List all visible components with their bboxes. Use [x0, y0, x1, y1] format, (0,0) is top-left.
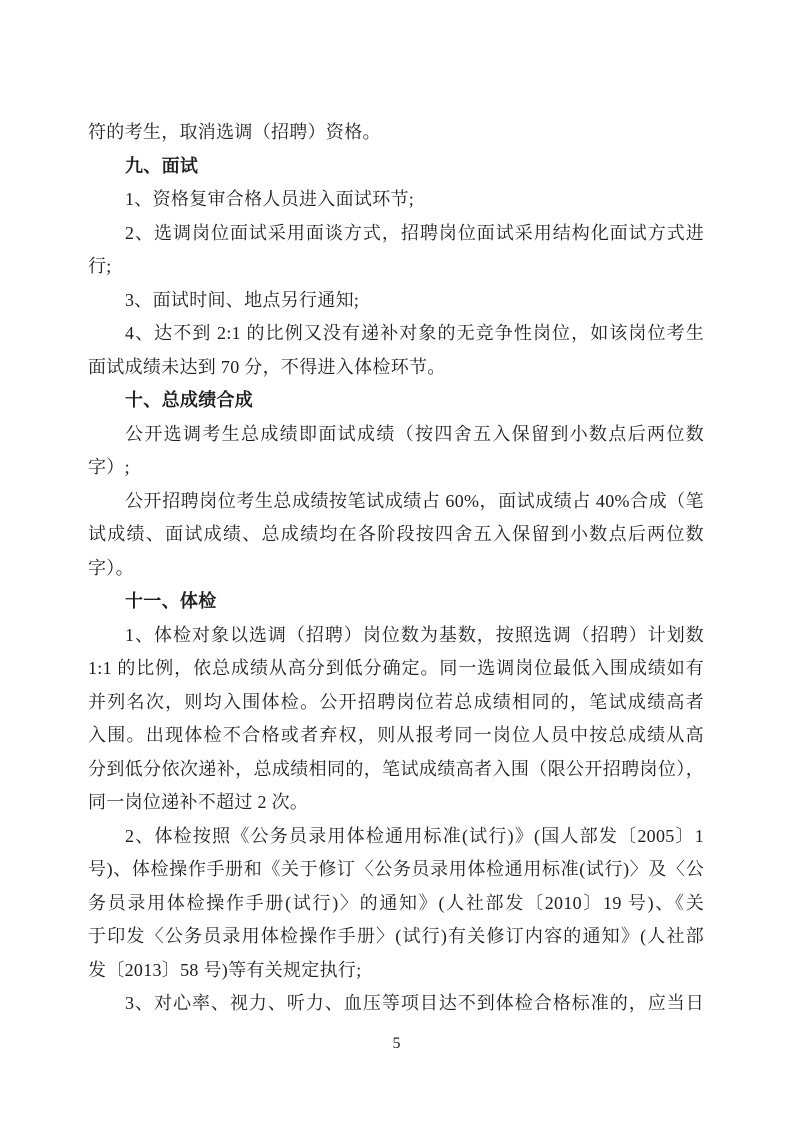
text-line: 并列名次，则均入围体检。公开招聘岗位若总成绩相同的，笔试成绩高者	[88, 691, 704, 712]
text-line: 公开选调考生总成绩即面试成绩（按四舍五入保留到小数点后两位数	[125, 423, 704, 444]
text-line: 面试成绩未达到 70 分，不得进入体检环节。	[88, 356, 446, 377]
text-line: 3、对心率、视力、听力、血压等项目达不到体检合格标准的，应当日	[125, 993, 704, 1013]
text-line: 符的考生，取消选调（招聘）资格。	[88, 122, 381, 142]
text-line: 分到低分依次递补，总成绩相同的，笔试成绩高者入围（限公开招聘岗位），	[88, 758, 704, 779]
text-line: 2、选调岗位面试采用面谈方式，招聘岗位面试采用结构化面试方式进	[125, 222, 704, 243]
text-line: 1:1 的比例，依总成绩从高分到低分确定。同一选调岗位最低入围成绩如有	[88, 658, 704, 678]
text-line: 4、达不到 2:1 的比例又没有递补对象的无竞争性岗位，如该岗位考生	[125, 323, 704, 343]
text-line: 公开招聘岗位考生总成绩按笔试成绩占 60%，面试成绩占 40%合成（笔	[125, 490, 704, 511]
section-heading: 九、面试	[125, 155, 199, 176]
text-line: 于印发〈公务员录用体检操作手册〉(试行)有关修订内容的通知》(人社部	[88, 926, 704, 946]
section-heading: 十一、体检	[125, 591, 217, 611]
text-line: 1、体检对象以选调（招聘）岗位数为基数，按照选调（招聘）计划数	[125, 624, 704, 645]
text-line: 2、体检按照《公务员录用体检通用标准(试行)》(国人部发〔2005〕1	[125, 825, 704, 846]
text-line: 入围。出现体检不合格或者弃权，则从报考同一岗位人员中按总成绩从高	[88, 725, 704, 745]
section-heading: 十、总成绩合成	[125, 390, 254, 410]
text-line: 同一岗位递补不超过 2 次。	[88, 792, 309, 812]
text-line: 试成绩、面试成绩、总成绩均在各阶段按四舍五入保留到小数点后两位数	[88, 524, 704, 544]
text-line: 字）;	[88, 457, 130, 477]
document-body	[88, 116, 704, 1021]
text-line: 3、面试时间、地点另行通知;	[125, 289, 360, 310]
text-line: 行;	[88, 256, 112, 276]
text-line: 务员录用体检操作手册(试行)〉的通知》(人社部发〔2010〕19 号)、《关	[88, 892, 704, 913]
text-line: 1、资格复审合格人员进入面试环节;	[125, 189, 415, 209]
page-number: 5	[392, 1035, 401, 1052]
text-line: 号)、体检操作手册和《关于修订〈公务员录用体检通用标准(试行)〉及〈公	[88, 859, 704, 879]
text-line: 发〔2013〕58 号)等有关规定执行;	[88, 959, 362, 980]
text-line: 字）。	[88, 557, 134, 578]
